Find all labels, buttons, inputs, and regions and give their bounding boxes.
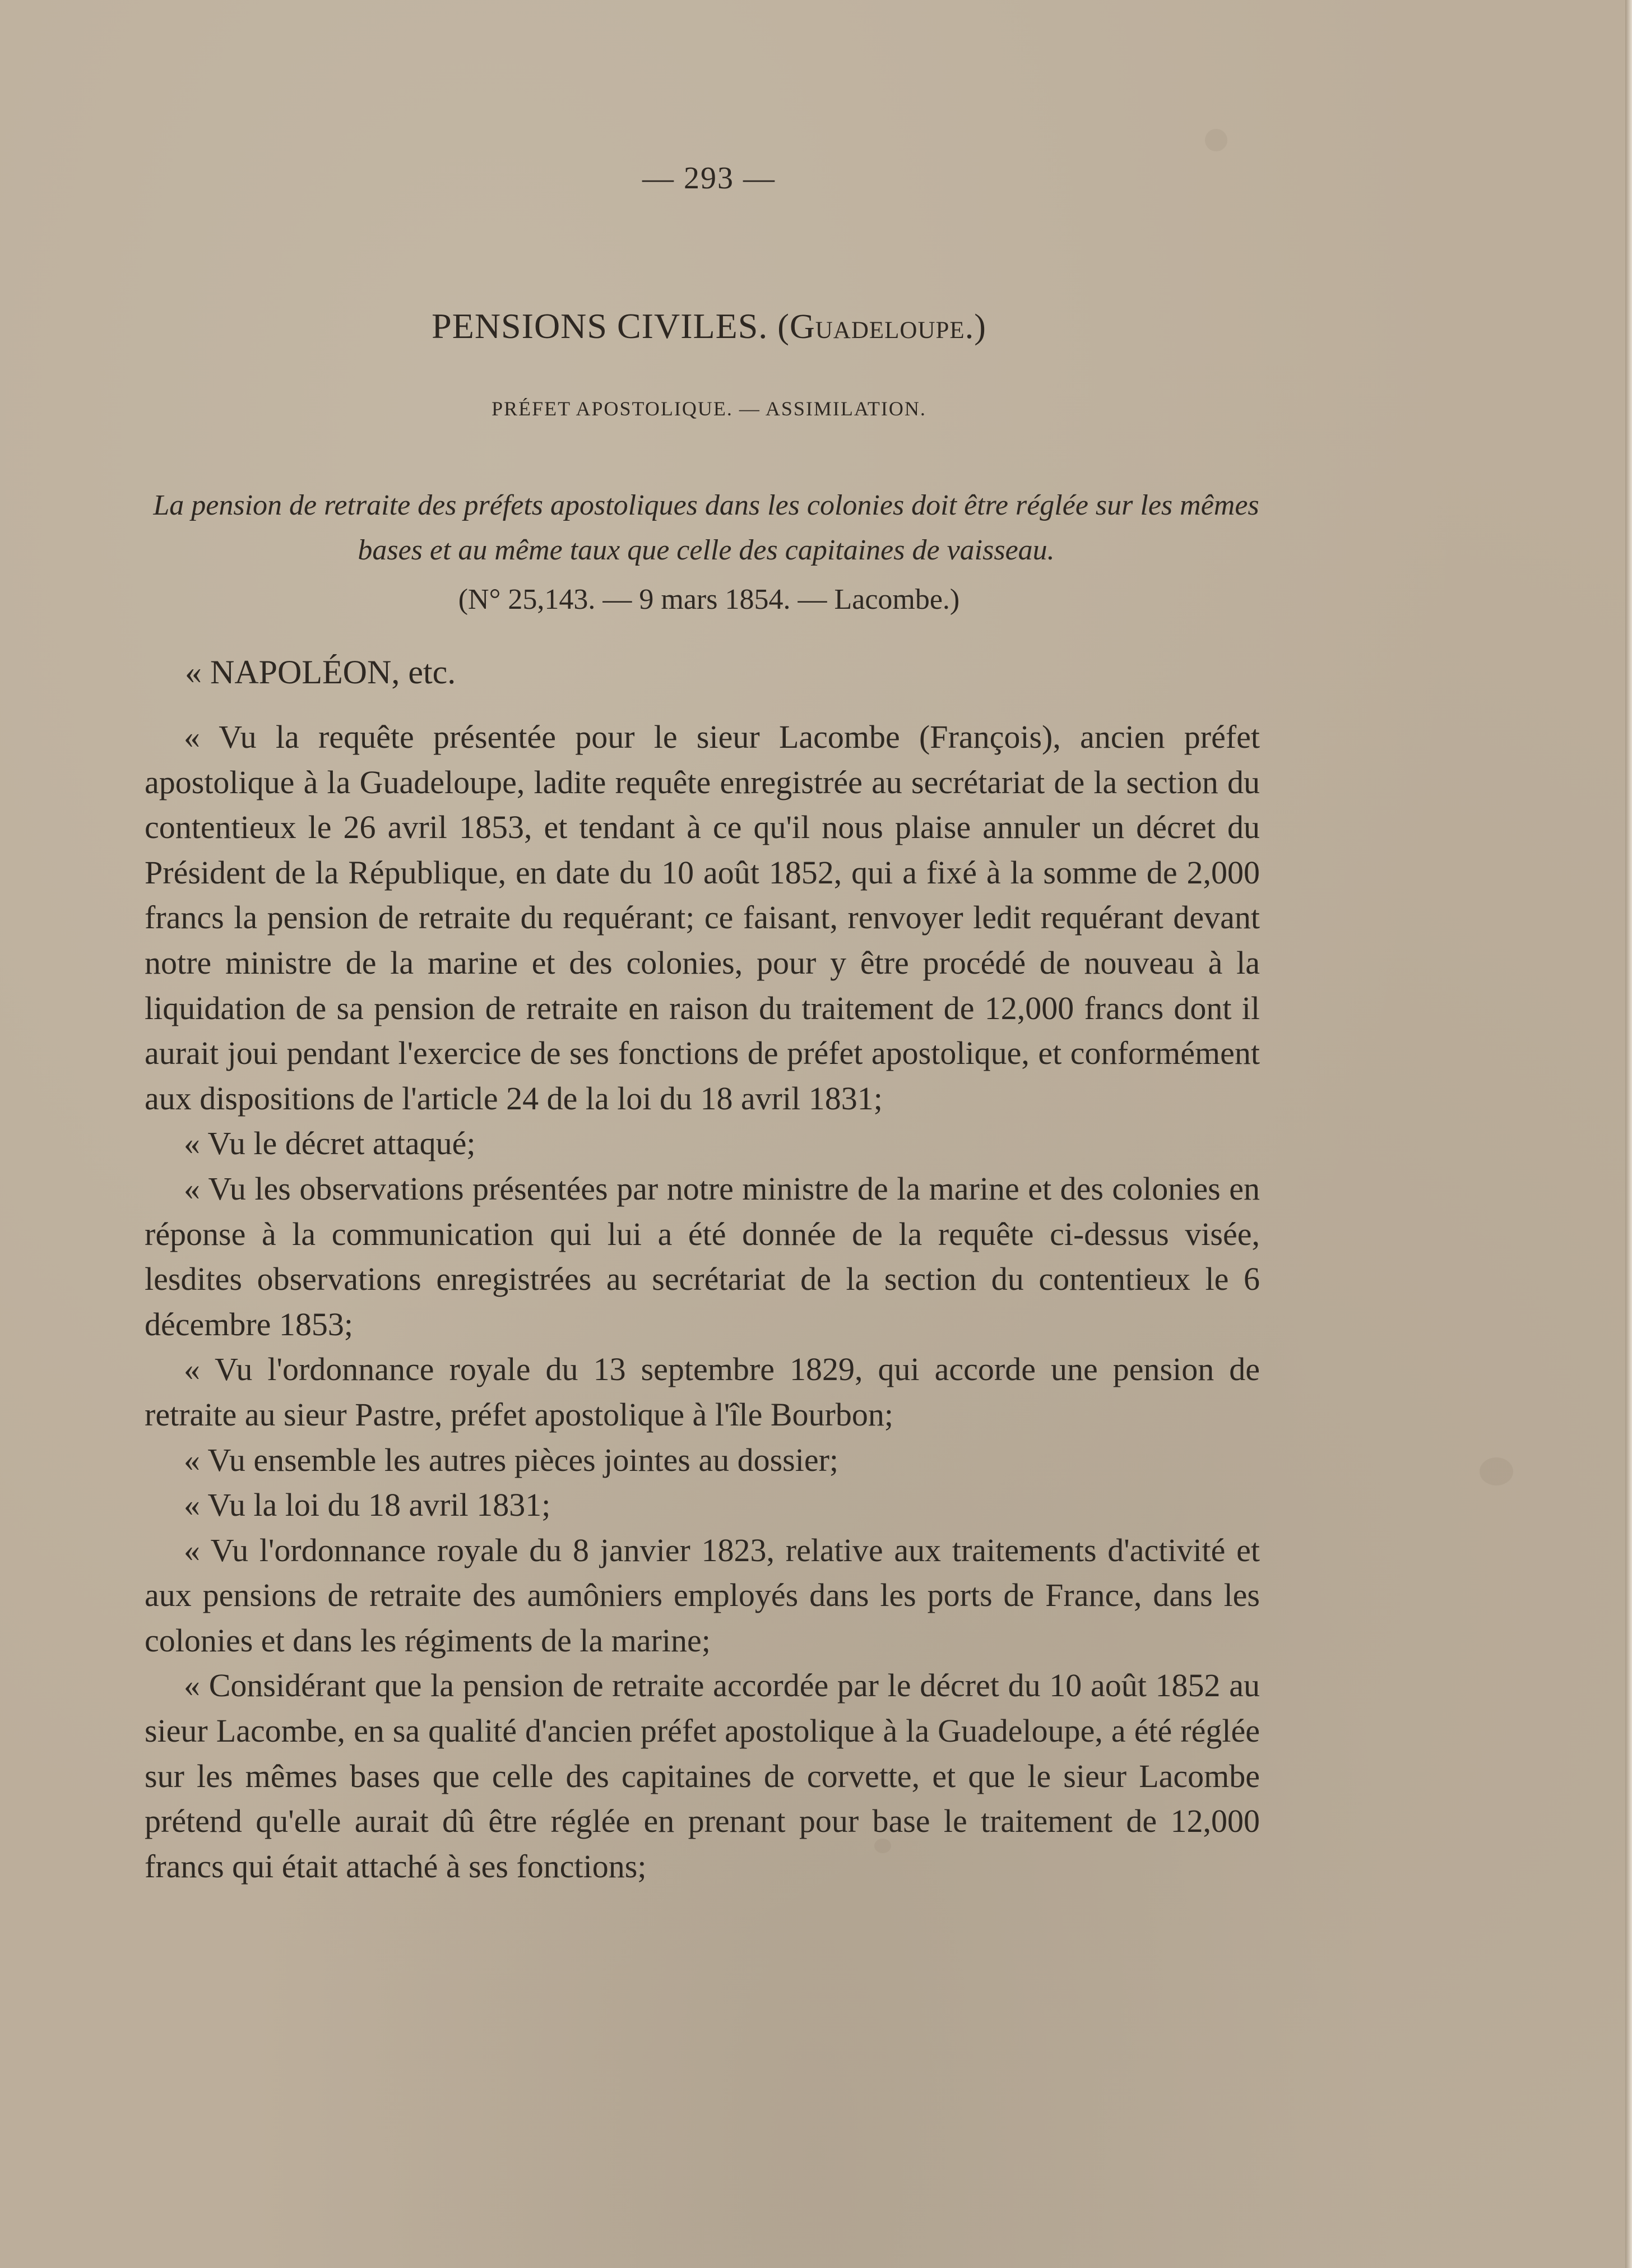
body-text	[145, 715, 1260, 1889]
paragraph: « Vu l'ordonnance royale du 13 septembre 1829, qui accorde une pension de retraite au sieur Pastre, préfet apostolique à l'île Bourbon;	[145, 1351, 1260, 1433]
paragraph: « Vu les observations présentées par notre ministre de la marine et des colonies en réponse à la communication qui lui a été donnée de la requête ci-dessus visée, lesdites observations enregistrées au secrétariat de la section du contentieux le 6 décembre 1853;	[145, 1170, 1260, 1343]
page-edge	[1625, 0, 1632, 2268]
page-number: — 293 —	[642, 161, 776, 196]
title-main: PENSIONS CIVILES.	[432, 306, 768, 346]
paragraph: « Considérant que la pension de retraite accordée par le décret du 10 août 1852 au sieur Lacombe, en sa qualité d'ancien préfet apostolique à la Guadeloupe, a été réglée sur les mêmes bases que celle des capitaines de corvette, et que le sieur Lacombe prétend qu'elle aurait dû être réglée en prenant pour base le traitement de 12,000 francs qui était attaché à ses fonctions;	[145, 1667, 1260, 1885]
paragraph: « Vu l'ordonnance royale du 8 janvier 1823, relative aux traitements d'activité et aux pensions de retraite des aumôniers employés dans les ports de France, dans les colonies et dans les régiments de la marine;	[145, 1531, 1260, 1659]
paper-stain	[1205, 129, 1227, 151]
paragraph: « Vu la loi du 18 avril 1831;	[184, 1487, 551, 1524]
case-summary: La pension de retraite des préfets apostoliques dans les colonies doit être réglée sur les mêmes bases et au même taux que celle des capitaines de vaisseau.	[153, 489, 1259, 566]
paragraph: « Vu ensemble les autres pièces jointes au dossier;	[184, 1441, 839, 1478]
opening-formula: « NAPOLÉON, etc.	[185, 654, 456, 691]
section-title	[0, 306, 1418, 347]
case-reference: (N° 25,143. — 9 mars 1854. — Lacombe.)	[458, 584, 960, 615]
paper-stain	[1480, 1457, 1513, 1485]
title-place: (Guadeloupe.)	[777, 308, 986, 346]
paragraph: « Vu la requête présentée pour le sieur Lacombe (François), ancien préfet apostolique à la Guadeloupe, ladite requête enregistrée au secrétariat de la section du contentieux le 26 avril 1853, et tendant à ce qu'il nous plaise annuler un décret du Président de la République, en date du 10 août 1852, qui a fixé à la somme de 2,000 francs la pension de retraite du requérant; ce faisant, renvoyer ledit requérant devant notre ministre de la marine et des colonies, pour y être procédé de nouveau à la liquidation de sa pension de retraite en raison du traitement de 12,000 francs dont il aurait joui pendant l'exercice de ses fonctions de préfet apostolique, et conformément aux dispositions de l'article 24 de la loi du 18 avril 1831;	[145, 719, 1260, 1117]
subtitle: PRÉFET APOSTOLIQUE. — ASSIMILATION.	[492, 397, 926, 420]
paragraph: « Vu le décret attaqué;	[184, 1125, 476, 1162]
